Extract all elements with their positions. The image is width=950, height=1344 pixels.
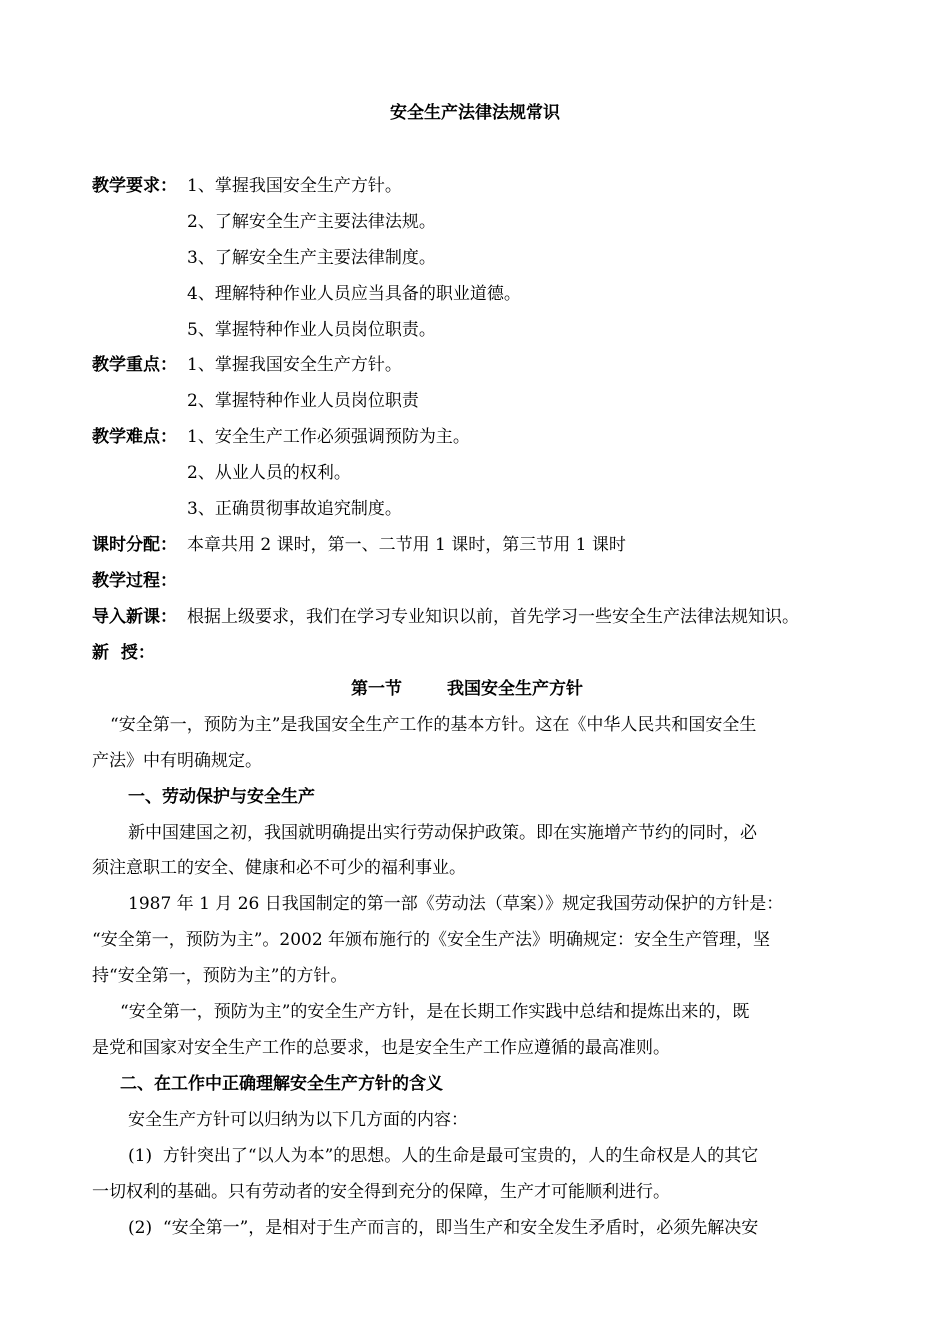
heading-2: 二、在工作中正确理解安全生产方针的含义 <box>120 1074 443 1094</box>
requirement-item: 3、了解安全生产主要法律制度。 <box>187 248 436 268</box>
paragraph-line: (1) 方针突出了“以人为本”的思想。人的生命是最可宝贵的，人的生命权是人的其它 <box>128 1146 759 1166</box>
intro-text: 根据上级要求，我们在学习专业知识以前，首先学习一些安全生产法律法规知识。 <box>187 607 799 627</box>
intro-label: 导入新课： <box>92 607 177 627</box>
key-point-item: 1、掌握我国安全生产方针。 <box>187 355 402 375</box>
key-points-label: 教学重点： <box>92 355 177 375</box>
paragraph-line: 一切权利的基础。只有劳动者的安全得到充分的保障，生产才可能顺利进行。 <box>92 1182 670 1202</box>
page-title: 安全生产法律法规常识 <box>390 103 560 123</box>
paragraph-line: 1987 年 1 月 26 日我国制定的第一部《劳动法（草案）》规定我国劳动保护的方针是： <box>128 894 784 914</box>
new-lesson-label: 新 授： <box>92 643 155 663</box>
requirement-item: 1、掌握我国安全生产方针。 <box>187 176 402 196</box>
paragraph-line: 产法》中有明确规定。 <box>92 751 262 771</box>
paragraph-line: 新中国建国之初，我国就明确提出实行劳动保护政策。即在实施增产节约的同时，必 <box>128 823 757 843</box>
heading-1: 一、劳动保护与安全生产 <box>128 787 315 807</box>
difficulty-item: 2、从业人员的权利。 <box>187 463 351 483</box>
paragraph-line: 持“安全第一，预防为主”的方针。 <box>92 966 348 986</box>
difficulties-label: 教学难点： <box>92 427 177 447</box>
paragraph-line: (2) “安全第一”，是相对于生产而言的，即当生产和安全发生矛盾时，必须先解决安 <box>128 1218 759 1238</box>
difficulty-item: 3、正确贯彻事故追究制度。 <box>187 499 402 519</box>
paragraph-line: 是党和国家对安全生产工作的总要求，也是安全生产工作应遵循的最高准则。 <box>92 1038 670 1058</box>
requirement-item: 5、掌握特种作业人员岗位职责。 <box>187 320 436 340</box>
paragraph-line: “安全第一，预防为主”是我国安全生产工作的基本方针。这在《中华人民共和国安全生 <box>110 715 757 735</box>
key-point-item: 2、掌握特种作业人员岗位职责 <box>187 391 419 411</box>
paragraph-line: “安全第一，预防为主”。2002 年颁布施行的《安全生产法》明确规定：安全生产管理，坚 <box>92 930 771 950</box>
requirement-item: 4、理解特种作业人员应当具备的职业道德。 <box>187 284 521 304</box>
paragraph-line: 安全生产方针可以归纳为以下几方面的内容： <box>128 1110 468 1130</box>
section-title-number: 第一节 <box>351 679 402 699</box>
requirement-item: 2、了解安全生产主要法律法规。 <box>187 212 436 232</box>
process-label: 教学过程： <box>92 571 177 591</box>
paragraph-line: “安全第一，预防为主”的安全生产方针，是在长期工作实践中总结和提炼出来的，既 <box>120 1002 750 1022</box>
hours-text: 本章共用 2 课时，第一、二节用 1 课时，第三节用 1 课时 <box>187 535 626 555</box>
requirements-label: 教学要求： <box>92 176 177 196</box>
hours-label: 课时分配： <box>92 535 177 555</box>
difficulty-item: 1、安全生产工作必须强调预防为主。 <box>187 427 470 447</box>
section-title-text: 我国安全生产方针 <box>447 679 583 699</box>
paragraph-line: 须注意职工的安全、健康和必不可少的福利事业。 <box>92 858 466 878</box>
